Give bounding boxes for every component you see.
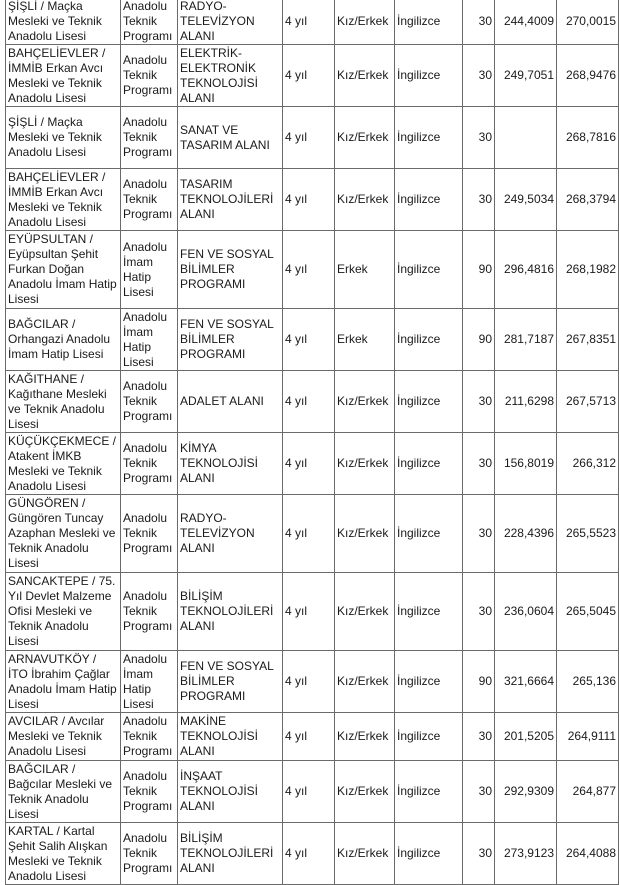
field-cell: TASARIM TEKNOLOJİLERİ ALANI [178,169,283,231]
min-score-cell: 156,8019 [495,433,557,495]
school-table [5,0,619,885]
duration-cell: 4 yıl [283,309,335,371]
school-type-cell: Anadolu Teknik Programı [121,433,178,495]
duration-cell: 4 yıl [283,495,335,573]
school-cell: SANCAKTEPE / 75. Yıl Devlet Malzeme Ofisi Mesleki ve Teknik Anadolu Lisesi [6,573,121,651]
gender-cell: Kız/Erkek [335,823,395,885]
language-cell: İngilizce [395,761,463,823]
gender-cell: Kız/Erkek [335,713,395,761]
duration-cell: 4 yıl [283,107,335,169]
duration-cell: 4 yıl [283,169,335,231]
quota-cell: 90 [463,651,495,713]
quota-cell: 30 [463,45,495,107]
quota-cell: 90 [463,309,495,371]
language-cell: İngilizce [395,309,463,371]
max-score-cell: 268,1982 [557,231,619,309]
duration-cell: 4 yıl [283,823,335,885]
school-type-cell: Anadolu Teknik Programı [121,169,178,231]
language-cell: İngilizce [395,433,463,495]
school-cell: ŞİŞLİ / Maçka Mesleki ve Teknik Anadolu Lisesi [6,107,121,169]
min-score-cell: 249,7051 [495,45,557,107]
field-cell: MAKİNE TEKNOLOJİSİ ALANI [178,713,283,761]
gender-cell: Kız/Erkek [335,495,395,573]
duration-cell: 4 yıl [283,573,335,651]
language-cell: İngilizce [395,713,463,761]
school-type-cell: Anadolu İmam Hatip Lisesi [121,231,178,309]
table-row [6,169,619,231]
duration-cell: 4 yıl [283,761,335,823]
gender-cell: Kız/Erkek [335,169,395,231]
quota-cell: 30 [463,0,495,45]
quota-cell: 90 [463,231,495,309]
max-score-cell: 264,877 [557,761,619,823]
gender-cell: Kız/Erkek [335,371,395,433]
table-row [6,573,619,651]
school-cell: KARTAL / Kartal Şehit Salih Alışkan Mesleki ve Teknik Anadolu Lisesi [6,823,121,885]
max-score-cell: 267,8351 [557,309,619,371]
table-row [6,823,619,885]
school-type-cell: Anadolu Teknik Programı [121,371,178,433]
school-cell: BAHÇELİEVLER / İMMİB Erkan Avcı Mesleki ve Teknik Anadolu Lisesi [6,169,121,231]
table-row [6,433,619,495]
gender-cell: Kız/Erkek [335,107,395,169]
language-cell: İngilizce [395,495,463,573]
max-score-cell: 264,9111 [557,713,619,761]
min-score-cell: 273,9123 [495,823,557,885]
school-cell: BAĞCILAR / Bağcılar Mesleki ve Teknik Anadolu Lisesi [6,761,121,823]
quota-cell: 30 [463,761,495,823]
gender-cell: Kız/Erkek [335,761,395,823]
school-type-cell: Anadolu İmam Hatip Lisesi [121,651,178,713]
gender-cell: Erkek [335,231,395,309]
school-cell: BAHÇELİEVLER / İMMİB Erkan Avcı Mesleki ve Teknik Anadolu Lisesi [6,45,121,107]
school-type-cell: Anadolu Teknik Programı [121,495,178,573]
min-score-cell: 321,6664 [495,651,557,713]
min-score-cell: 211,6298 [495,371,557,433]
quota-cell: 30 [463,107,495,169]
max-score-cell: 265,5045 [557,573,619,651]
max-score-cell: 266,312 [557,433,619,495]
school-type-cell: Anadolu Teknik Programı [121,107,178,169]
min-score-cell: 228,4396 [495,495,557,573]
language-cell: İngilizce [395,823,463,885]
language-cell: İngilizce [395,45,463,107]
max-score-cell: 268,9476 [557,45,619,107]
min-score-cell: 296,4816 [495,231,557,309]
language-cell: İngilizce [395,573,463,651]
school-cell: AVCILAR / Avcılar Mesleki ve Teknik Anadolu Lisesi [6,713,121,761]
school-cell: KAĞITHANE / Kağıthane Mesleki ve Teknik Anadolu Lisesi [6,371,121,433]
school-type-cell: Anadolu Teknik Programı [121,45,178,107]
language-cell: İngilizce [395,0,463,45]
school-type-cell: Anadolu Teknik Programı [121,573,178,651]
school-type-cell: Anadolu İmam Hatip Lisesi [121,309,178,371]
gender-cell: Kız/Erkek [335,45,395,107]
quota-cell: 30 [463,495,495,573]
school-cell: GÜNGÖREN / Güngören Tuncay Azaphan Mesleki ve Teknik Anadolu Lisesi [6,495,121,573]
max-score-cell: 268,3794 [557,169,619,231]
field-cell: FEN VE SOSYAL BİLİMLER PROGRAMI [178,651,283,713]
school-cell: ARNAVUTKÖY / İTO İbrahim Çağlar Anadolu İmam Hatip Lisesi [6,651,121,713]
duration-cell: 4 yıl [283,713,335,761]
min-score-cell [495,107,557,169]
gender-cell: Kız/Erkek [335,0,395,45]
max-score-cell: 265,5523 [557,495,619,573]
field-cell: FEN VE SOSYAL BİLİMLER PROGRAMI [178,231,283,309]
min-score-cell: 292,9309 [495,761,557,823]
duration-cell: 4 yıl [283,433,335,495]
duration-cell: 4 yıl [283,651,335,713]
field-cell: RADYO-TELEVİZYON ALANI [178,495,283,573]
min-score-cell: 249,5034 [495,169,557,231]
table-row [6,45,619,107]
table-row [6,651,619,713]
quota-cell: 30 [463,573,495,651]
school-type-cell: Anadolu Teknik Programı [121,823,178,885]
min-score-cell: 244,4009 [495,0,557,45]
table-row [6,371,619,433]
max-score-cell: 270,0015 [557,0,619,45]
max-score-cell: 267,5713 [557,371,619,433]
min-score-cell: 201,5205 [495,713,557,761]
field-cell: BİLİŞİM TEKNOLOJİLERİ ALANI [178,573,283,651]
min-score-cell: 236,0604 [495,573,557,651]
language-cell: İngilizce [395,107,463,169]
school-cell: ŞİŞLİ / Maçka Mesleki ve Teknik Anadolu Lisesi [6,0,121,45]
field-cell: RADYO-TELEVİZYON ALANI [178,0,283,45]
school-type-cell: Anadolu Teknik Programı [121,761,178,823]
table-row [6,231,619,309]
gender-cell: Kız/Erkek [335,573,395,651]
table-row [6,495,619,573]
duration-cell: 4 yıl [283,45,335,107]
field-cell: İNŞAAT TEKNOLOJİSİ ALANI [178,761,283,823]
table-row [6,107,619,169]
gender-cell: Erkek [335,309,395,371]
max-score-cell: 268,7816 [557,107,619,169]
max-score-cell: 264,4088 [557,823,619,885]
duration-cell: 4 yıl [283,371,335,433]
duration-cell: 4 yıl [283,231,335,309]
table-row [6,713,619,761]
field-cell: BİLİŞİM TEKNOLOJİLERİ ALANI [178,823,283,885]
quota-cell: 30 [463,169,495,231]
table-row [6,0,619,45]
gender-cell: Kız/Erkek [335,433,395,495]
max-score-cell: 265,136 [557,651,619,713]
gender-cell: Kız/Erkek [335,651,395,713]
language-cell: İngilizce [395,169,463,231]
quota-cell: 30 [463,713,495,761]
quota-cell: 30 [463,433,495,495]
min-score-cell: 281,7187 [495,309,557,371]
school-cell: EYÜPSULTAN / Eyüpsultan Şehit Furkan Doğan Anadolu İmam Hatip Lisesi [6,231,121,309]
field-cell: SANAT VE TASARIM ALANI [178,107,283,169]
language-cell: İngilizce [395,651,463,713]
table-body [6,0,619,885]
school-cell: KÜÇÜKÇEKMECE / Atakent İMKB Mesleki ve Teknik Anadolu Lisesi [6,433,121,495]
school-type-cell: Anadolu Teknik Programı [121,0,178,45]
duration-cell: 4 yıl [283,0,335,45]
language-cell: İngilizce [395,231,463,309]
quota-cell: 30 [463,371,495,433]
field-cell: ELEKTRİK-ELEKTRONİK TEKNOLOJİSİ ALANI [178,45,283,107]
table-row [6,309,619,371]
quota-cell: 30 [463,823,495,885]
school-cell: BAĞCILAR / Orhangazi Anadolu İmam Hatip Lisesi [6,309,121,371]
school-type-cell: Anadolu Teknik Programı [121,713,178,761]
table-row [6,761,619,823]
field-cell: ADALET ALANI [178,371,283,433]
field-cell: FEN VE SOSYAL BİLİMLER PROGRAMI [178,309,283,371]
language-cell: İngilizce [395,371,463,433]
field-cell: KİMYA TEKNOLOJİSİ ALANI [178,433,283,495]
